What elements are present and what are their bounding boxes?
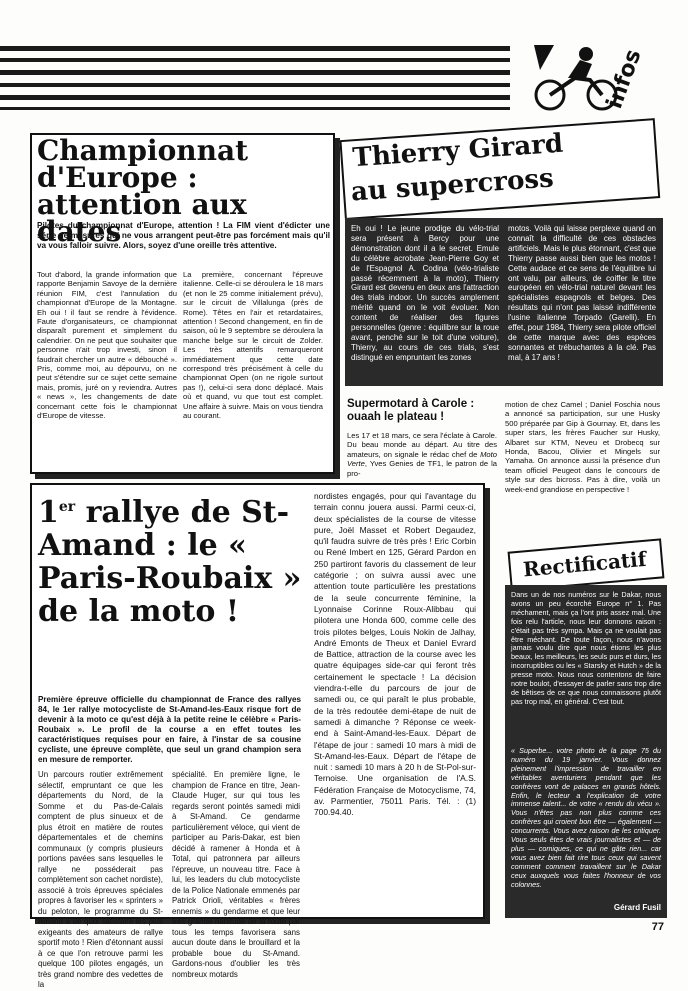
article-lead: Première épreuve officielle du championnat de France des rallyes 84, le 1er rallye motocycliste de St-Amand-les-Eaux risque fort de devenir à la moto ce qu'est déjà à la petite reine le célèbre « Paris-Roubaix ». Le profil de la course a en effet toutes les caractéristiques requises pour en faire, à l'instar de sa cousine cycliste, une épreuve complète, que seul un grand champion sera en mesure de remporter. — [38, 695, 301, 764]
text-span: , Yves Genies de TF1, le patron de la pro- — [347, 459, 497, 478]
article-column: La première, concernant l'épreuve italienne. Celle-ci se déroulera le 18 mars (et non le 25 comme initialement prévu), sur le circuit de Villalunga (près de Rome). Têtes en l'air et retardataires, attention ! Second changement, en fin de saison, où le 9 septembre se déroulera la manche belge sur le circuit de Zolder. Les très attentifs remarqueront immédiatement que cette date correspond très précisément à celle du championnat Open (on ne rigole surtout pas !), celui-ci sera donc déplacé. Mais où et quand, vu que tout est complet. Une affaire à suivre. Mais on vous tiendra au courant. — [183, 270, 323, 421]
article-column: Eh oui ! Le jeune prodige du vélo-trial sera présent à Bercy pour une démonstration dont il a le secret. Emule du célèbre acrobate Jean-Pierre Goy et de l'Espagnol A. Codina (vélo-trialiste passé récemment à la moto), Thierry Girard est devenu en deux ans l'attraction des trials indoor. Un succès amplement mérité quand on le voit évoluer. Non content de réaliser des figures personnelles (genre : équilibre sur la roue avant, penché sur le toit d'une voiture), Thierry, au cours de ces trials, s'est distingué en empruntant les zones — [351, 224, 499, 362]
text-span: Les 17 et 18 mars, ce sera l'éclate à Carole. Du beau monde au départ. Au titre des amateurs, on signale le rédac chef de — [347, 431, 497, 459]
header-stripe — [0, 70, 510, 75]
article-body-panel — [505, 585, 667, 918]
header-stripe — [0, 58, 510, 62]
article-rectificatif — [505, 545, 667, 925]
article-column: Tout d'abord, la grande information que rapporte Benjamin Savoye de la dernière réunion FIM, c'est l'annulation du championnat d'Europe de la Montagne. Eh oui ! il faut se rendre à l'évidence. Faute d'organisateurs, ce championnat disparaît purement et simplement du calendrier. On ne peut que souhaiter que personne n'ait trop investi, sinon il faudrait chercher un autre « débouché ». Pris, comme moi, au dépourvu, on ne peut s'étendre sur ce sujet cette semaine mais, promis, juré on y reviendra. Autres « news », les changements de date concernant cette fois le championnat d'Europe de vitesse. — [37, 270, 177, 421]
header-stripe — [0, 46, 510, 51]
header-stripe — [0, 107, 510, 110]
section-label: infos — [602, 46, 647, 113]
article-title — [38, 491, 303, 628]
article-championnat — [30, 133, 335, 474]
article-body-panel — [345, 218, 663, 386]
article-title: au supercross — [350, 163, 555, 208]
article-column: Un parcours routier extrêmement sélectif, empruntant ce que les départements du Nord, de la Somme et du Pas-de-Calais comptent de plus sinueux et de plus étroit en matière de routes départementales et de chemins communaux (y compris plusieurs portions pavées sans lesquelles le rallye ne posséderait pas complètement son cachet nordiste), associé à trois épreuves spéciales propres à favoriser les « sprinters » du peloton, le programme du St-Amand a de quoi satisfaire les plus exigeants des amateurs de rallye sportif moto ! Rien d'étonnant aussi à ce que l'on retrouve parmi les quelque 100 pilotes engagés, un très grand nombre des vedettes de la — [38, 770, 163, 989]
article-column: nordistes engagés, pour qui l'avantage du terrain connu jouera aussi. Parmi ceux-ci, deux spécialistes de la course de vitesse pure, Joël Masset et Robert Degaudez, qu'il faudra suivre de très près ! Eric Corbin ou René Imbert en 125, Gérard Pardon en 250 partiront favoris du classement de leur catégorie ; on suivra aussi avec une attention toute particulière les prestations de la seule concurrente féminine, la Lyonnaise Corinne Roux-Alibbau qui pilotera une Honda 600, comme celle des trois pilotes belges, Louis Nokin de Jalhay, André Emonts de Theux et Daniel Evrard de Battice, attraction de la course avec les quatre équipages side-car qui feront très certainement le spectacle ! La décision viendra-t-elle du parcours de jour de samedi ou, ce qui paraît le plus probable, de la très redoutée demi-étape de nuit de samedi à dimanche ? Réponse ce week-end à Saint-Amand-les-Eaux. Départ de l'étape de jour : samedi 10 mars à midi de St-Amand-les-Eaux. Départ de l'étape de nuit : samedi 10 mars à 20 h de St-Pol-sur-Ternoise. Une organisation de l'A.S. Fédération Française de Motocyclisme, 74, av. Parmentier, 75011 Paris. Tél. : (1) 700.94.40. — [314, 491, 476, 818]
infos-section-logo — [520, 40, 655, 120]
article-thierry-girard — [345, 128, 663, 386]
article-rallye-st-amand — [30, 483, 485, 989]
motorbike-rider-icon — [520, 40, 655, 120]
title-superscript: er — [58, 499, 76, 515]
title-text: 1 — [38, 495, 59, 530]
article-title: Rectificatif — [522, 546, 648, 582]
header-stripe — [0, 95, 510, 100]
header-stripe — [0, 83, 510, 87]
article-column: motion de chez Camel ; Daniel Foschia nous a annoncé sa participation, sur une Husky 500 préparée par Gip à Gournay. Et, dans les super stars, les frères Faucher sur Husky, Albaret sur KTM, Neveu et Drobecq sur Honda, Bacou, Olivier et Mingels sur Yamaha. On annonce aussi la présence d'un team officiel Peugeot dans le concours de style sur des bicross. Pas à dire, voilà un week-end grandiose en perspective ! — [505, 400, 660, 494]
reader-quote: « Superbe... votre photo de la page 75 du numéro du 19 janvier. Vous donnez pleinement l'impression de travailler en véritables aventuriers pendant que les confrères vont de palaces en grands hôtels. Enfin, le lecteur a l'explication de votre immense talent... de votre « rendu du vécu ». Vous n'êtes pas non plus comme ces confrères qui croient bon être — également — concurrents. Vous avez raison de les critiquer. Vous seuls êtes de vrais journalistes et — de plus — comiques, ce qui ne gâte rien... car vous avez bien fait rire tous ceux qui savent comment comment travaillent sur le Dakar ceux auxquels vous faites l'honneur de vos colonnes. — [511, 746, 661, 889]
signature: Gérard Fusil — [613, 903, 661, 912]
title-panel — [339, 118, 660, 220]
text-span-italic: Moto Verte — [347, 449, 497, 469]
article-title: Supermotard à Carole : ouaah le plateau ! — [347, 398, 475, 423]
article-column — [347, 431, 497, 478]
article-lead: Pilotes du championnat d'Europe, attention ! La FIM vient d'édicter une série de mesures qui ne vous arrangent peut-être pas forcément mais qu'il va vous falloir suivre. Alors, soyez d'une oreille très attentive. — [37, 221, 330, 250]
article-column: spécialité. En première ligne, le champion de France en titre, Jean-Claude Huger, sur qui tous les regards seront pointés samedi midi à St-Amand. Ce gendarme particulièrement véloce, qui vient de participer au Paris-Dakar, est bien décidé à ramener à Honda et à Total, qui patronnera par ailleurs l'épreuve, un nouveau titre. Face à lui, les leaders du club motocycliste de la Police Nationale emmenés par Patrick Orioli, véritables « frères ennemis » du gendarme et que leur très grande habitude de la route par tous les temps favorisera sans aucun doute dans le brouillard et la probable boue du St-Amand. Gardons-nous d'oublier les très nombreux motards — [172, 770, 300, 979]
title-text: rallye de St-Amand : le « Paris-Roubaix » de la moto ! — [38, 495, 302, 629]
article-body: Dans un de nos numéros sur le Dakar, nous avons un peu écorché Europe n° 1. Pas méchament, mais ça l'ont pris assez mal. Une fois relu l'article, nous leur donnons raison : c'était pas très sympa. Mais ça ne voulait pas être méchant. De toute façon, nous n'avons jamais voulu dire que nous étions les plus beaux, les meilleurs, les seuls purs et durs, les incorruptibles ou les « Starsky et Hutch » de la presse moto. Nous nous contentons de faire notre boulot, d'essayer de parler sans trop dire de bêtises de ce que nous connaissons plutôt pas trop mal, en général. C'est tout. — [511, 590, 661, 706]
article-title: Championnat d'Europe : attention aux dates — [37, 134, 249, 248]
title-panel — [508, 538, 665, 591]
article-column: motos. Voilà qui laisse perplexe quand on connaît la difficulté de ces obstacles artificiels. Mais le plus étonnant, c'est que Thierry passe aussi bien que les motos ! Cette audace et ce sens de l'équilibre lui ont valu, par ailleurs, de coiffer le titre européen en vélo-trial naturel devant les spécialistes espagnols et belges. Des résultats qui n'ont pas laissé indifférente l'usine italienne Torpado (Garelli). En effet, pour 1984, Thierry sera pilote officiel de cette marque avec des espèces sonnantes et trébuchantes à la clé. Pas mal, à 17 ans ! — [508, 224, 656, 362]
article-title: Thierry Girard — [351, 128, 564, 174]
page-number: 77 — [651, 921, 664, 933]
